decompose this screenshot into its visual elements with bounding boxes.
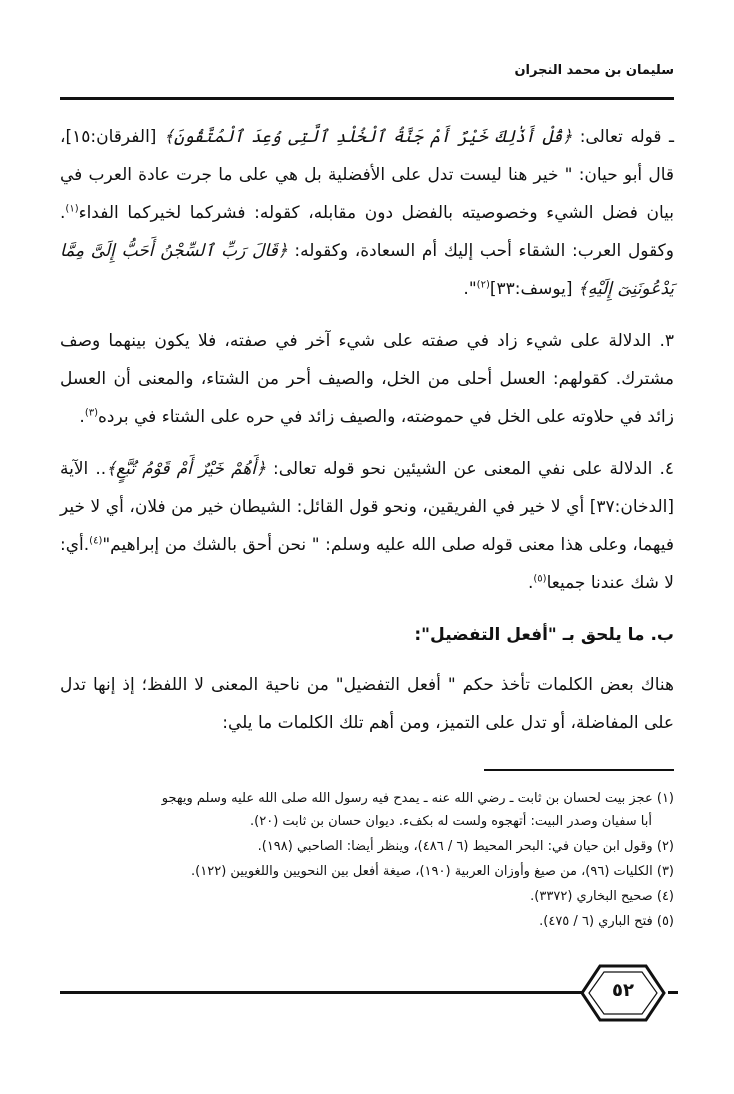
footer-rule — [60, 991, 582, 994]
quran-verse: ﴿أَهُمْ خَيْرٌ أَمْ قَوْمُ تُبَّعٍ﴾ — [106, 459, 266, 479]
footnote-3 — [60, 860, 674, 883]
page-number: ٥٢ — [612, 980, 634, 1001]
footnote-number: (١) — [656, 791, 674, 806]
footnote-text-continued: أبا سفيان وصدر البيت: أتهجوه ولست له بكفء. ديوان حسان بن ثابت (٢٠). — [250, 814, 652, 829]
footnote-number: (٢) — [656, 839, 674, 854]
footnote-separator — [484, 769, 674, 771]
footnote-text: صحيح البخاري (٣٣٧٢). — [530, 889, 653, 904]
footnote-4 — [60, 885, 674, 908]
footnote-text: الكليات (٩٦)، من صيغ وأوزان العربية (١٩٠)، صيغة أفعل بين النحويين واللغويين (١٢٢). — [191, 864, 653, 879]
quran-verse: ﴿قُلْ أَذَٰلِكَ خَيْرٌ أَمْ جَنَّةُ ٱلْخُلْدِ ٱلَّتِى وُعِدَ ٱلْمُتَّقُونَ﴾ — [163, 127, 573, 147]
text-run: .. الآية [الدخان:٣٧] أي لا خير في الفريقين، ونحو قول القائل: الشيطان خير من فلان، أي لا خير فيهما، وعلى هذا معنى قوله صلى الله عليه وسلم: " نحن أحق بالشك من إبراهيم" — [60, 459, 674, 555]
footnote-2 — [60, 835, 674, 858]
footnote-number: (٣) — [656, 864, 674, 879]
text-run: ". — [463, 279, 477, 299]
text-run: . وكقول العرب: الشقاء أحب إليك أم السعادة، وكقوله: — [60, 203, 674, 261]
footnote-text: عجز بيت لحسان بن ثابت ـ رضي الله عنه ـ يمدح فيه رسول الله صلى الله عليه وسلم ويهجو — [161, 791, 653, 806]
paragraph-2 — [60, 322, 674, 436]
footnote-ref: (٢) — [476, 279, 490, 291]
footnote-5 — [60, 910, 674, 933]
text-run: . — [79, 407, 85, 427]
quran-verse: ﴿قَالَ رَبِّ ٱلسِّجْنُ أَحَبُّ إِلَىَّ مِمَّا يَدْعُونَنِىٓ إِلَيْهِ﴾ — [60, 241, 674, 299]
page-number-badge — [578, 962, 668, 1024]
text-run: .أي: لا شك عندنا جميعا — [60, 535, 674, 593]
text-run: [الفرقان:١٥]، قال أبو حيان: " خير هنا ليست تدل على الأفضلية بل هي على ما جرت عادة العرب في بيان فضل الشيء وخصوصيته بالفضل دون مقابله، كقوله: فشركما لخيركما الفداء — [60, 127, 674, 223]
paragraph-1 — [60, 118, 674, 308]
footnote-ref: (٥) — [533, 573, 547, 585]
footnotes — [60, 787, 674, 935]
text-run: ـ قوله تعالى: — [572, 127, 674, 147]
footnote-1 — [60, 787, 674, 833]
text-run: [يوسف:٣٣] — [489, 279, 578, 299]
text-run: . — [527, 573, 534, 593]
footnote-number: (٤) — [656, 889, 674, 904]
footnote-ref: (٣) — [84, 407, 99, 419]
footnote-text: وقول ابن حيان في: البحر المحيط (٦ / ٤٨٦)، وينظر أيضا: الصاحبي (١٩٨). — [257, 839, 653, 854]
running-header-author: سليمان بن محمد النجران — [514, 63, 674, 78]
header-rule — [60, 97, 674, 100]
footnote-ref: (٤) — [89, 535, 103, 547]
subheading: ب. ما يلحق بـ "أفعل التفضيل": — [414, 625, 674, 645]
closing-paragraph: هناك بعض الكلمات تأخذ حكم " أفعل التفضيل" من ناحية المعنى لا اللفظ؛ إذ إنها تدل على المفاضلة، أو تدل على التميز، ومن أهم تلك الكلمات ما يلي: — [60, 675, 674, 733]
text-run: ٣. الدلالة على شيء زاد في صفته على شيء آخر في صفته، فلا يكون بينهما وصف مشترك. كقولهم: العسل أحلى من الخل، والصيف أحر من الشتاء، والمعنى أن العسل زائد في حلاوته على الخل في حموضته، والصيف زائد في حره على الشتاء في برده — [60, 331, 674, 427]
footer-rule — [668, 991, 678, 994]
text-run: ٤. الدلالة على نفي المعنى عن الشيئين نحو قوله تعالى: — [265, 459, 674, 479]
footnote-ref: (١) — [65, 203, 79, 215]
footnote-number: (٥) — [656, 914, 674, 929]
footnote-text: فتح الباري (٦ / ٤٧٥). — [539, 914, 653, 929]
paragraph-3 — [60, 450, 674, 602]
main-text — [60, 118, 674, 756]
